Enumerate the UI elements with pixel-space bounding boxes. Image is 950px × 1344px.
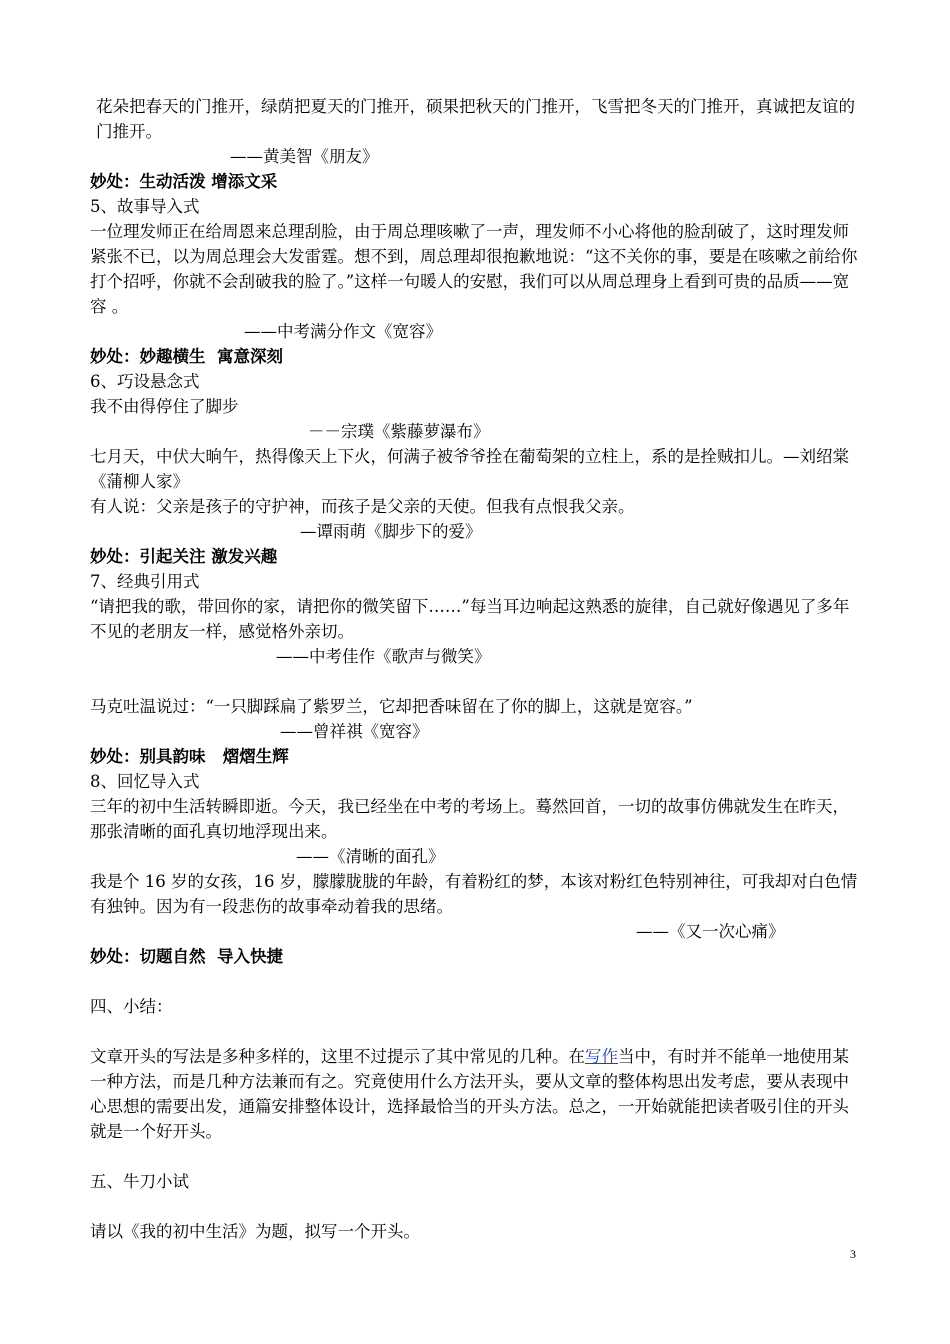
paragraph: 七月天，中伏大晌午，热得像天上下火，何满子被爷爷拴在葡萄架的立柱上，系的是拴贼扣儿。—刘绍棠《蒲柳人家》 bbox=[90, 447, 849, 491]
spacer bbox=[90, 669, 862, 694]
attribution: ——曾祥祺《宽容》 bbox=[280, 722, 429, 741]
highlight-note: 妙处：生动活泼 增添文采 bbox=[90, 172, 278, 191]
attribution: ——中考满分作文《宽容》 bbox=[244, 322, 442, 341]
section-heading: 四、小结： bbox=[90, 997, 173, 1016]
paragraph: 一位理发师正在给周恩来总理刮脸，由于周总理咳嗽了一声，理发师不小心将他的脸刮破了，这时理发师紧张不已，以为周总理会大发雷霆。想不到，周总理却很抱歉地说：“这不关你的事，要是在咳嗽之前给你打个招呼，你就不会刮破我的脸了。”这样一句暖人的安慰，我们可以从周总理身上看到可贵的品质——宽容 。 bbox=[90, 222, 858, 316]
section-heading: 8、回忆导入式 bbox=[90, 772, 200, 791]
spacer bbox=[90, 1019, 862, 1044]
highlight-note: 妙处：别具韵味 熠熠生辉 bbox=[90, 747, 289, 766]
paragraph: 我是个 16 岁的女孩，16 岁，朦朦胧胧的年龄，有着粉红的梦，本该对粉红色特别神往，可我却对白色情有独钟。因为有一段悲伤的故事牵动着我的思绪。 bbox=[90, 872, 858, 916]
highlight-note: 妙处：妙趣横生 寓意深刻 bbox=[90, 347, 283, 366]
spacer bbox=[90, 1194, 862, 1219]
paragraph: 有人说：父亲是孩子的守护神，而孩子是父亲的天使。但我有点恨我父亲。 bbox=[90, 497, 635, 516]
paragraph: 请以《我的初中生活》为题，拟写一个开头。 bbox=[90, 1222, 420, 1241]
attribution: －－宗璞《紫藤萝瀑布》 bbox=[308, 422, 490, 441]
spacer bbox=[90, 969, 862, 994]
section-heading: 5、故事导入式 bbox=[90, 197, 200, 216]
attribution: ——中考佳作《歌声与微笑》 bbox=[276, 647, 491, 666]
document-body bbox=[90, 94, 862, 1244]
paragraph: 马克吐温说过：“一只脚踩扁了紫罗兰，它却把香味留在了你的脚上，这就是宽容。” bbox=[90, 697, 693, 716]
paragraph: 三年的初中生活转瞬即逝。今天，我已经坐在中考的考场上。蓦然回首，一切的故事仿佛就发生在昨天，那张清晰的面孔真切地浮现出来。 bbox=[90, 797, 849, 841]
attribution: ——黄美智《朋友》 bbox=[230, 147, 379, 166]
paragraph-text: 文章开头的写法是多种多样的，这里不过提示了其中常见的几种。在 bbox=[90, 1047, 585, 1066]
section-heading: 7、经典引用式 bbox=[90, 572, 200, 591]
paragraph-text: 当中，有时并不能单一地使用某一种方法，而是几种方法兼而有之。究竟使用什么方法开头，要从文章的整体构思出发考虑，要从表现中心思想的需要出发，通篇安排整体设计，选择最恰当的开头方法。总之，一开始就能把读者吸引住的开头就是一个好开头。 bbox=[90, 1047, 849, 1141]
writing-link[interactable]: 写作 bbox=[585, 1047, 618, 1066]
paragraph: 花朵把春天的门推开，绿荫把夏天的门推开，硕果把秋天的门推开，飞雪把冬天的门推开，真诚把友谊的门推开。 bbox=[96, 97, 855, 141]
attribution: ——《清晰的面孔》 bbox=[296, 847, 445, 866]
page-number: 3 bbox=[850, 1247, 856, 1261]
paragraph bbox=[90, 1044, 862, 1144]
highlight-note: 妙处：引起关注 激发兴趣 bbox=[90, 547, 278, 566]
attribution: ——《又一次心痛》 bbox=[636, 922, 785, 941]
paragraph: “请把我的歌，带回你的家，请把你的微笑留下……”每当耳边响起这熟悉的旋律，自己就好像遇见了多年不见的老朋友一样，感觉格外亲切。 bbox=[90, 597, 850, 641]
paragraph: 我不由得停住了脚步 bbox=[90, 397, 239, 416]
attribution: —谭雨萌《脚步下的爱》 bbox=[300, 522, 482, 541]
highlight-note: 妙处：切题自然 导入快捷 bbox=[90, 947, 283, 966]
spacer bbox=[90, 1144, 862, 1169]
section-heading: 五、牛刀小试 bbox=[90, 1172, 189, 1191]
section-heading: 6、巧设悬念式 bbox=[90, 372, 200, 391]
